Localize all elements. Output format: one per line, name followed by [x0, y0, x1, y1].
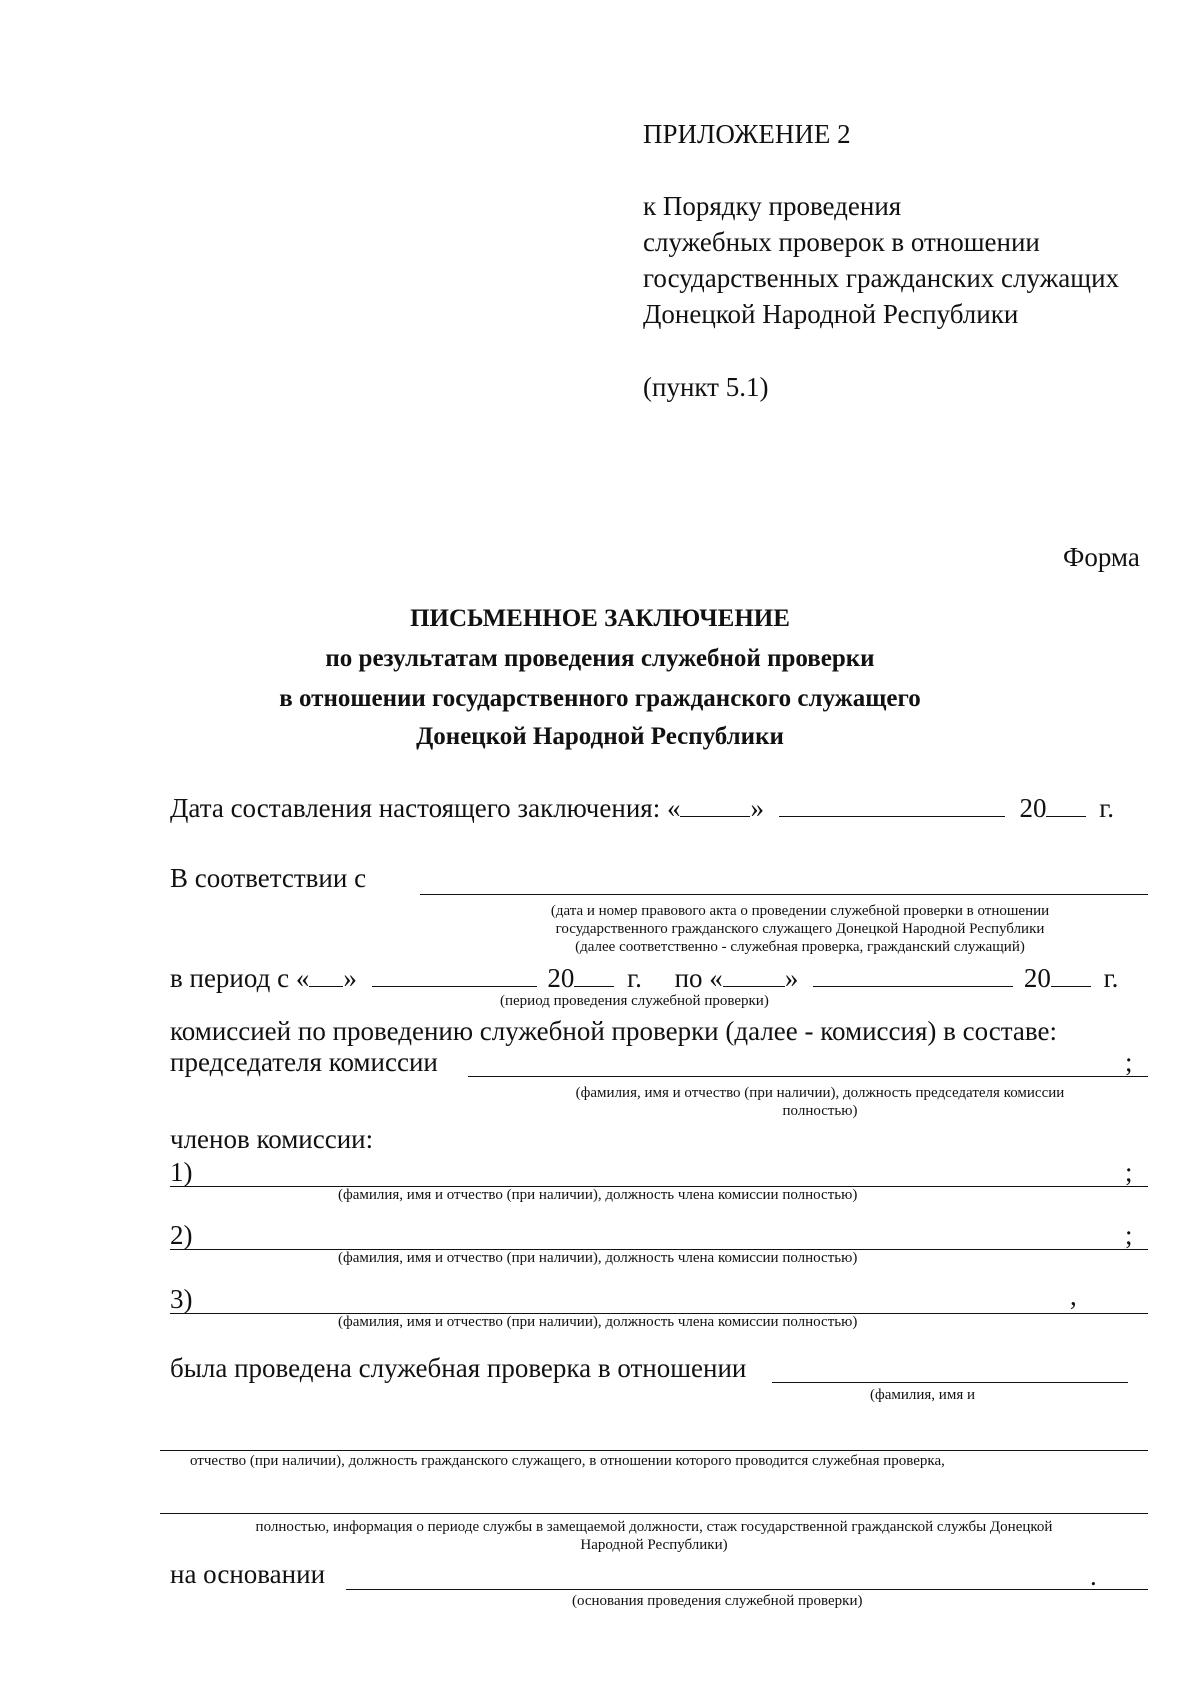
member-caption: (фамилия, имя и отчество (при наличии), должность члена комиссии полностью) [338, 1250, 858, 1266]
members-label: членов комиссии: [170, 1124, 374, 1154]
subject-caption: Народной Республики) [580, 1537, 728, 1553]
form-label: Форма [1063, 542, 1140, 572]
period-from-year-suffix: г. [627, 963, 642, 993]
member-caption: (фамилия, имя и отчество (при наличии), должность члена комиссии полностью) [338, 1187, 858, 1203]
member-number: 3) [170, 1284, 193, 1314]
period-close-quote: » [343, 963, 357, 993]
period-to-day-field[interactable] [723, 962, 785, 987]
accordance-label: В соответствии с [170, 863, 367, 893]
member-end: ; [1125, 1157, 1133, 1187]
appendix-clause: (пункт 5.1) [643, 372, 769, 402]
document-subtitle: в отношении государственного гражданского служащего [279, 685, 921, 712]
date-year-prefix: 20 [1019, 793, 1047, 823]
document-subtitle: Донецкой Народной Республики [416, 723, 784, 750]
subject-field[interactable] [772, 1382, 1128, 1383]
commission-line: комиссией по проведению служебной проверки (далее - комиссия) в составе: [170, 1016, 1057, 1046]
subject-label: была проведена служебная проверка в отношении [170, 1353, 747, 1383]
basis-caption: (основания проведения служебной проверки) [572, 1593, 863, 1609]
member-end: ; [1125, 1220, 1133, 1250]
basis-end: . [1090, 1561, 1097, 1591]
accordance-caption: государственного гражданского служащего Донецкой Народной Республики [555, 921, 1045, 937]
date-year-suffix: г. [1099, 793, 1114, 823]
member-caption: (фамилия, имя и отчество (при наличии), должность члена комиссии полностью) [338, 1314, 858, 1330]
period-to-label: по « [674, 963, 723, 993]
member-number: 1) [170, 1157, 193, 1187]
accordance-caption: (дата и номер правового акта о проведении служебной проверки в отношении [550, 903, 1050, 919]
period-from-day-field[interactable] [309, 962, 343, 987]
document-title: ПИСЬМЕННОЕ ЗАКЛЮЧЕНИЕ [410, 605, 790, 632]
accordance-caption: (далее соответственно - служебная проверка, гражданский служащий) [575, 939, 1025, 955]
chair-field[interactable] [468, 1076, 1148, 1077]
accordance-field[interactable] [420, 894, 1148, 895]
basis-label: на основании [170, 1559, 326, 1589]
chair-caption: (фамилия, имя и отчество (при наличии), должность председателя комиссии [575, 1085, 1065, 1101]
period-to-year-prefix: 20 [1023, 963, 1051, 993]
period-from-year-prefix: 20 [547, 963, 575, 993]
period-to-year-suffix: г. [1103, 963, 1119, 993]
basis-field[interactable] [346, 1589, 1148, 1590]
chair-label: председателя комиссии [170, 1047, 438, 1077]
subject-caption: отчество (при наличии), должность гражданского служащего, в отношении которого проводится служебная проверка, [190, 1453, 945, 1469]
appendix-ref-line: государственных гражданских служащих [643, 263, 1120, 293]
appendix-title: ПРИЛОЖЕНИЕ 2 [643, 119, 851, 149]
period-to-year-field[interactable] [1051, 962, 1091, 987]
date-row [170, 792, 1114, 824]
appendix-ref-line: Донецкой Народной Республики [643, 299, 1019, 329]
period-close-quote: » [784, 963, 799, 993]
period-label: в период с « [170, 963, 310, 993]
period-caption: (период проведения служебной проверки) [500, 993, 769, 1009]
subject-caption: полностью, информация о периоде службы в замещаемой должности, стаж государственной гражданской службы Донецкой [255, 1519, 1053, 1535]
appendix-ref-line: к Порядку проведения [643, 191, 902, 221]
member-number: 2) [170, 1220, 193, 1250]
date-day-field[interactable] [680, 792, 750, 817]
period-row [170, 962, 1118, 994]
chair-end: ; [1125, 1047, 1133, 1077]
appendix-ref-line: служебных проверок в отношении [643, 227, 1040, 257]
date-year-field[interactable] [1046, 792, 1086, 817]
period-from-year-field[interactable] [574, 962, 614, 987]
subject-field-line-3[interactable] [160, 1513, 1148, 1514]
subject-field-line-2[interactable] [160, 1450, 1148, 1451]
date-close-quote: » [750, 793, 764, 823]
period-from-month-field[interactable] [372, 962, 537, 987]
date-label: Дата составления настоящего заключения: « [170, 793, 681, 823]
member-end: , [1070, 1281, 1077, 1311]
date-month-field[interactable] [779, 792, 1005, 817]
chair-caption: полностью) [782, 1103, 858, 1119]
document-subtitle: по результатам проведения служебной проверки [325, 645, 875, 672]
period-to-month-field[interactable] [813, 962, 1013, 987]
subject-caption: (фамилия, имя и [870, 1387, 975, 1403]
